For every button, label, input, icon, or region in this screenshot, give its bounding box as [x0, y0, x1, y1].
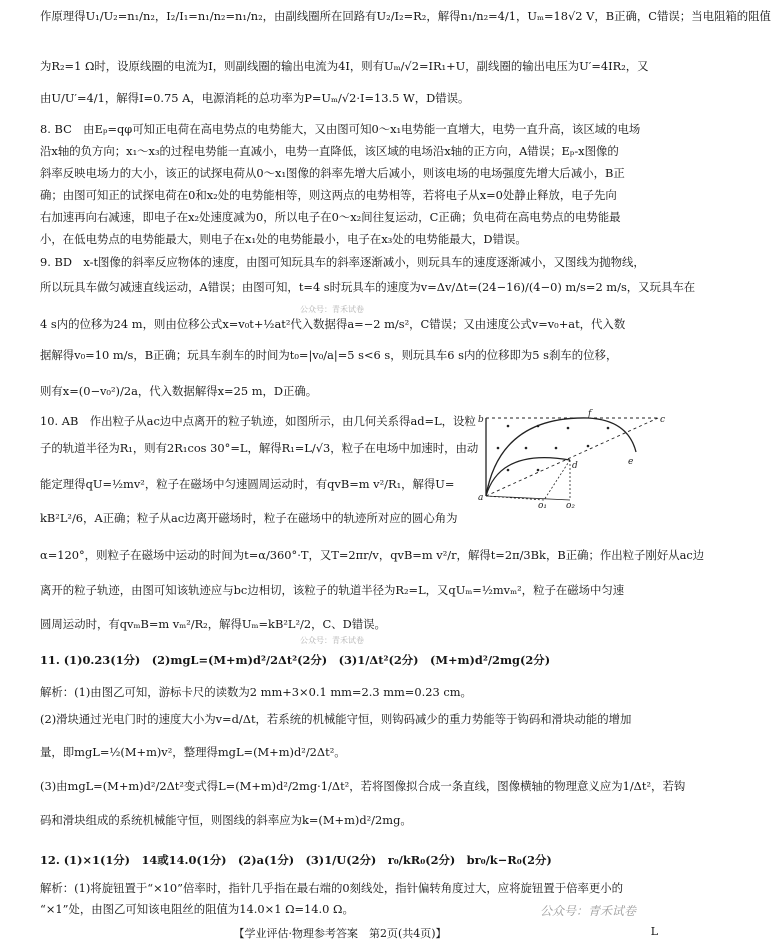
text-line: 右加速再向右减速，即电子在x₂处速度减为0，所以电子在0～x₂间往复运动，C正确；负电荷在高电势点的电势能最	[40, 210, 621, 224]
text-line: 子的轨道半径为R₁，则有2R₁cos 30°=L，解得R₁=L/√3，粒子在电场中加速时，由动	[40, 441, 479, 455]
text-line: 4 s内的位移为24 m，则由位移公式x=v₀t+½at²代入数据得a=−2 m/s²，C错误；又由速度公式v=v₀+at，代入数	[40, 317, 626, 331]
text-line: 斜率反映电场力的大小，该正的试探电荷从0～x₁图像的斜率先增大后减小，则该电场的电场强度先增大后减小，B正	[40, 166, 625, 180]
text-line: α=120°，则粒子在磁场中运动的时间为t=α/360°·T，又T=2πr/v，qvB=m v²/r，解得t=2π/3Bk，B正确；作出粒子刚好从ac边	[40, 548, 705, 562]
text-line: 解析：(1)将旋钮置于“×10”倍率时，指针几乎指在最右端的0刻线处，指针偏转角度过大，应将旋钮置于倍率更小的	[40, 881, 624, 895]
large-trajectory	[486, 418, 636, 496]
text-line: 作原理得U₁/U₂=n₁/n₂，I₂/I₁=n₁/n₂=n₁/n₂，由副线圈所在回路有U₂/I₂=R₂，解得n₁/n₂=4/1，Uₘ=18√2 V，B正确，C错误；当电阻箱的阻值	[40, 9, 771, 23]
text-line: 10. AB 作出粒子从ac边中点离开的粒子轨迹，如图所示，由几何关系得ad=L，设粒	[40, 414, 476, 428]
text-line: 能定理得qU=½mv²，粒子在磁场中匀速圆周运动时，有qvB=m v²/R₁，解得U=	[40, 477, 455, 491]
label-e: e	[628, 457, 634, 467]
label-b: b	[478, 415, 484, 425]
text-line: 所以玩具车做匀减速直线运动，A错误；由图可知，t=4 s时玩具车的速度为v=Δv/Δt=(24−16)/(4−0) m/s=2 m/s，又玩具车在	[40, 280, 696, 294]
label-c: c	[660, 415, 666, 425]
corner-watermark: 公众号：青禾试卷	[539, 904, 636, 918]
text-line: 圆周运动时，有qvₘB=m vₘ²/R₂，解得Uₘ=kB²L²/2，C、D错误。	[40, 617, 386, 631]
text-line: kB²L²/6，A正确；粒子从ac边离开磁场时，粒子在磁场中的轨迹所对应的圆心角为	[40, 511, 458, 525]
text-line: 解析：(1)由图乙可知，游标卡尺的读数为2 mm+3×0.1 mm=2.3 mm=0.23 cm。	[40, 685, 472, 699]
label-a: a	[478, 493, 484, 503]
page-footer: 【学业评估·物理参考答案 第2页(共4页)】	[233, 927, 447, 940]
label-o2: o₂	[566, 501, 576, 511]
text-line: 码和滑块组成的系统机械能守恒，则图线的斜率应为k=(M+m)d²/2mg。	[40, 813, 412, 827]
text-line: 9. BD x-t图像的斜率反应物体的速度，由图可知玩具车的斜率逐渐减小，则玩具车的速度逐渐减小，又图线为抛物线，	[40, 255, 645, 269]
text-line: 沿x轴的负方向；x₁～x₃的过程电势能一直减小，电势一直降低，该区域的电场沿x轴的正方向，A错误；Eₚ-x图像的	[40, 144, 619, 158]
text-line: 量，即mgL=½(M+m)v²，整理得mgL=(M+m)d²/2Δt²。	[40, 745, 346, 759]
radius-line	[544, 460, 570, 500]
watermark-text: 公众号：青禾试卷	[300, 305, 364, 314]
text-line: (3)由mgL=(M+m)d²/2Δt²变式得L=(M+m)d²/2mg·1/Δt²，若将图像拟合成一条直线，图像横轴的物理意义应为1/Δt²，若钩	[40, 779, 686, 793]
label-o1: o₁	[538, 501, 548, 511]
text-line: 离开的粒子轨迹，由图可知该轨迹应与bc边相切，该粒子的轨道半径为R₂=L，又qUₘ=½mvₘ²，粒子在磁场中匀速	[40, 583, 625, 597]
label-d: d	[572, 461, 578, 471]
text-line: “×1”处，由图乙可知该电阻丝的阻值为14.0×1 Ω=14.0 Ω。	[40, 902, 354, 916]
footer-mark: L	[650, 925, 658, 938]
text-line: 为R₂=1 Ω时，设原线圈的电流为I，则副线圈的输出电流为4I，则有Uₘ/√2=IR₁+U，副线圈的输出电压为U′=4IR₂，又	[40, 59, 649, 73]
watermark-text: 公众号：青禾试卷	[300, 636, 364, 645]
text-line: 据解得v₀=10 m/s，B正确；玩具车刹车的时间为t₀=|v₀/a|=5 s<6 s，则玩具车6 s内的位移即为5 s刹车的位移，	[40, 348, 618, 362]
text-line: 8. BC 由Eₚ=qφ可知正电荷在高电势点的电势能大，又由图可知0～x₁电势能一直增大，电势一直升高，该区域的电场	[40, 122, 641, 136]
base-line	[486, 496, 570, 500]
text-line: 由U/U′=4/1，解得I=0.75 A，电源消耗的总功率为P=Uₘ/√2·I=13.5 W，D错误。	[40, 91, 470, 105]
label-f: f	[588, 409, 592, 419]
text-line: 确；由图可知正的试探电荷在0和x₂处的电势能相等，则这两点的电势相等，若将电子从x=0处静止释放，电子先向	[40, 188, 617, 202]
text-line: 11. (1)0.23(1分) (2)mgL=(M+m)d²/2Δt²(2分) (3)1/Δt²(2分) (M+m)d²/2mg(2分)	[40, 653, 551, 667]
text-line: 小，在低电势点的电势能最大，则电子在x₁处的电势能最小，电子在x₃处的电势能最大，D错误。	[40, 232, 527, 246]
text-line: 12. (1)×1(1分) 14或14.0(1分) (2)a(1分) (3)1/U(2分) r₀/kR₀(2分) br₀/k−R₀(2分)	[40, 853, 552, 867]
text-line: 则有x=(0−v₀²)/2a，代入数据解得x=25 m，D正确。	[40, 384, 318, 398]
text-line: (2)滑块通过光电门时的速度大小为v=d/Δt，若系统的机械能守恒，则钩码减少的重力势能等于钩码和滑块动能的增加	[40, 712, 632, 726]
particle-trajectory-diagram	[478, 408, 668, 511]
